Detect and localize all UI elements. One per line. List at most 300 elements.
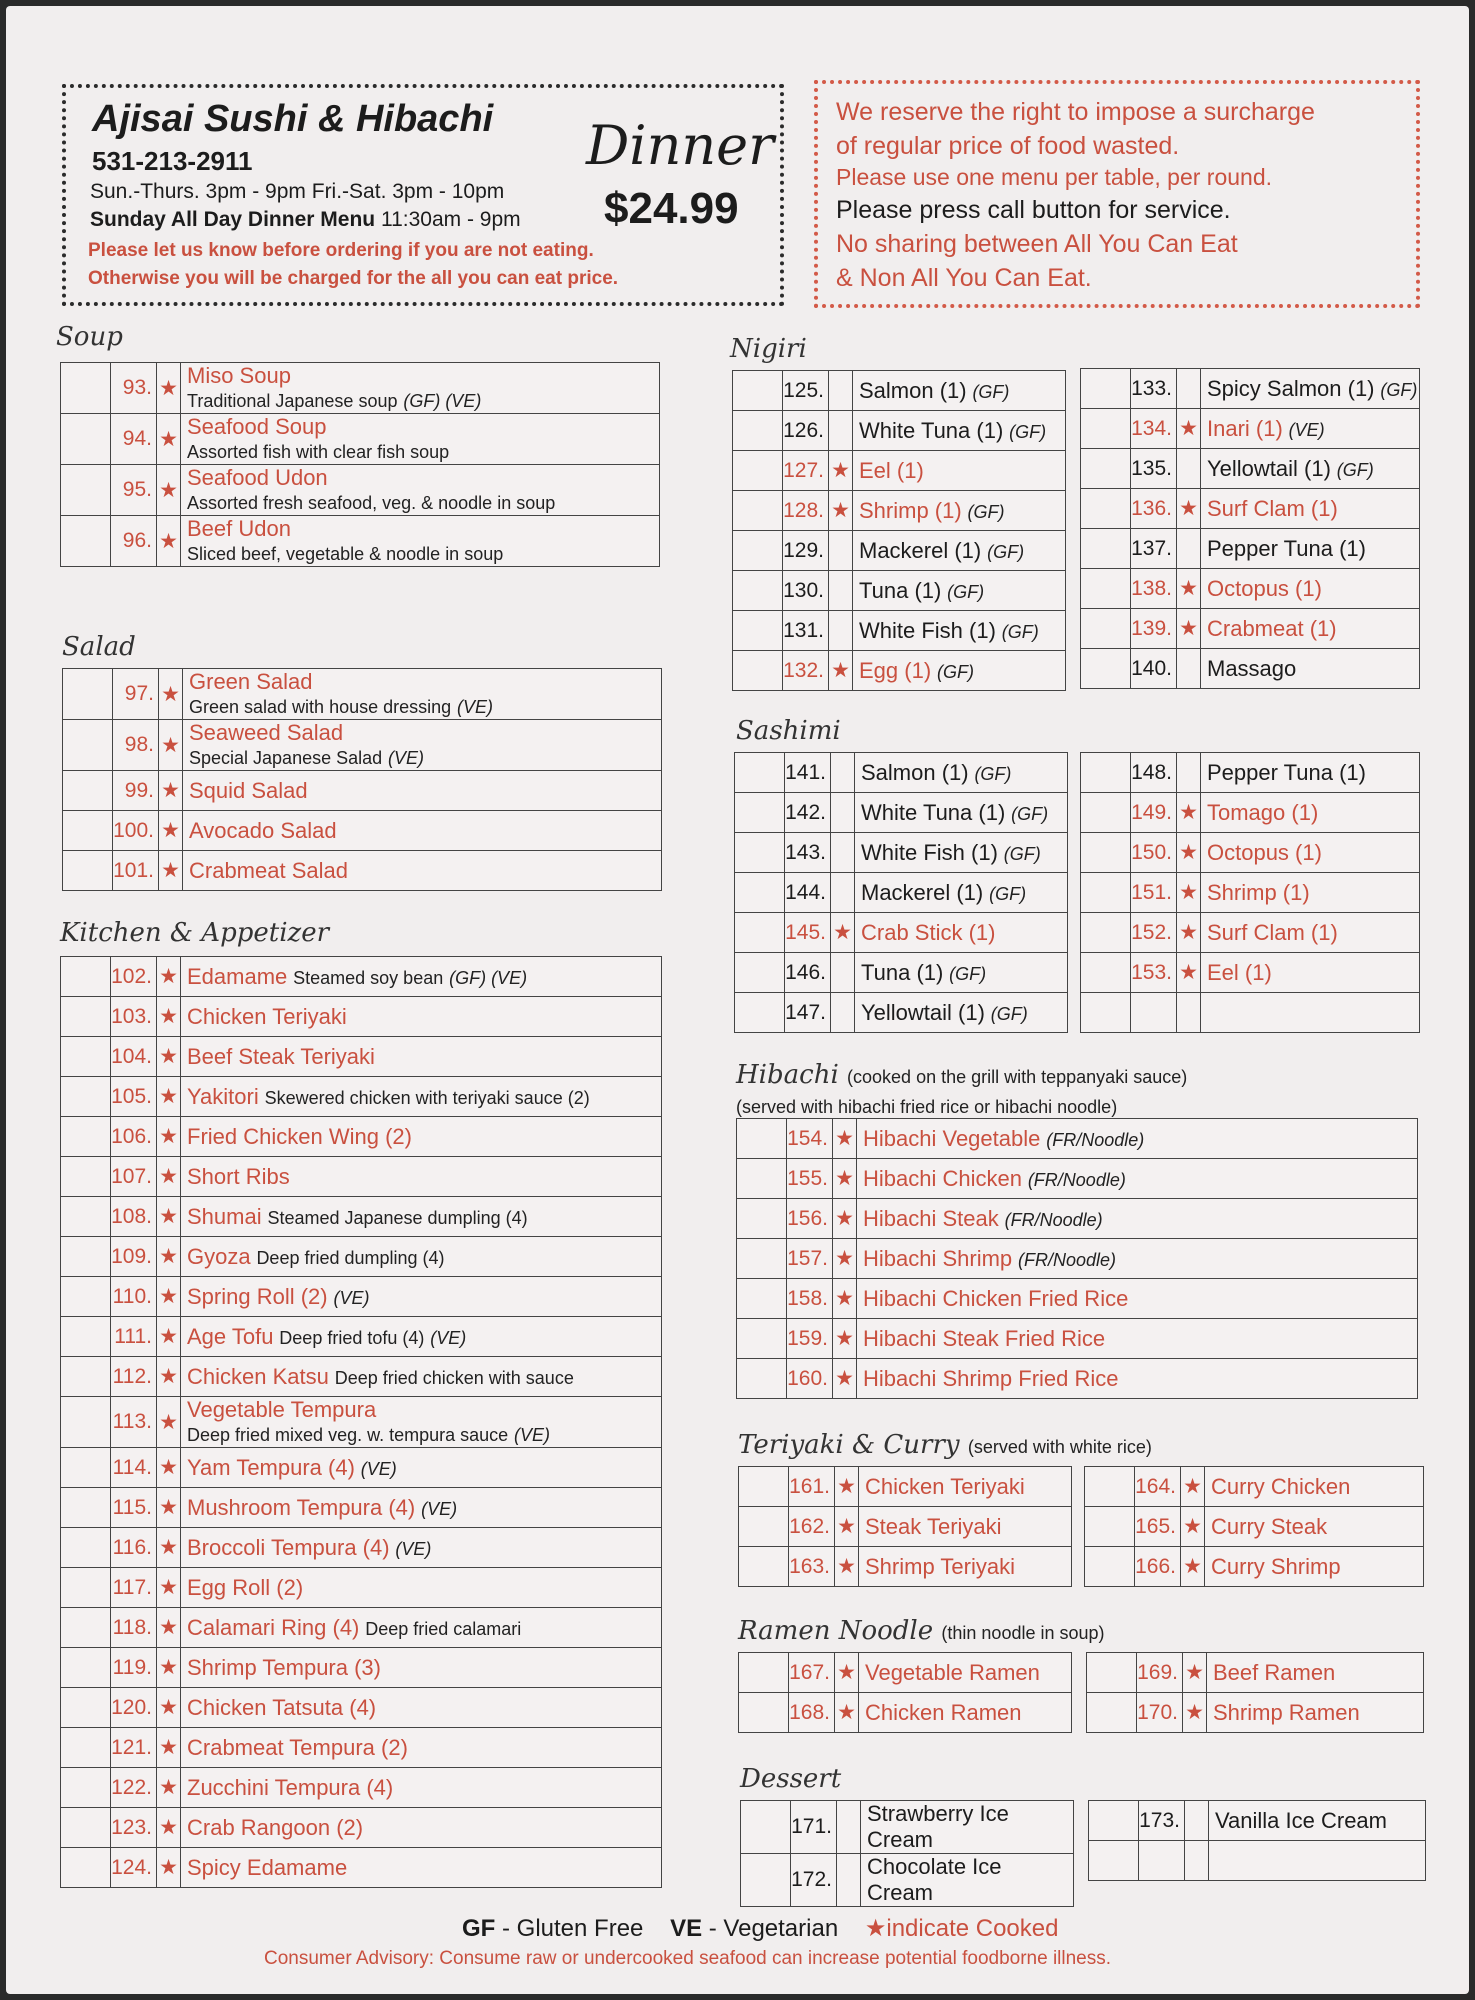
item-cell [181, 1157, 662, 1197]
item-description: Deep fried chicken with sauce [334, 1367, 574, 1388]
table-row [61, 1357, 662, 1397]
eating-note-2: Otherwise you will be charged for the all you can eat price. [88, 268, 619, 289]
item-cell [1201, 489, 1420, 529]
teriyaki-table-right [1084, 1466, 1424, 1587]
legend [462, 1914, 1058, 1943]
soup-table [60, 362, 660, 567]
table-row [741, 1801, 1074, 1854]
cooked-star-icon: ★ [157, 1077, 181, 1117]
rules-box [814, 80, 1420, 308]
item-description: Deep fried mixed veg. w. tempura sauce [187, 1425, 509, 1445]
item-name: Mackerel (1) [859, 537, 982, 563]
table-row [1081, 793, 1420, 833]
table-row [737, 1279, 1418, 1319]
item-number: 130. [783, 571, 829, 611]
item-name: Shrimp (1) [1207, 879, 1310, 905]
cooked-star-icon [831, 873, 855, 913]
item-number: 131. [783, 611, 829, 651]
item-tag: (GF) [1003, 843, 1041, 864]
table-row [739, 1693, 1072, 1733]
item-cell [855, 913, 1068, 953]
checkbox-cell [61, 1488, 111, 1528]
section-title-teriyaki [738, 1430, 1152, 1460]
legend-gf-label: - Gluten Free [502, 1915, 644, 1942]
table-row [1081, 449, 1420, 489]
cooked-star-icon: ★ [159, 771, 183, 811]
item-cell [857, 1159, 1418, 1199]
table-row [63, 669, 662, 720]
item-number: 170. [1137, 1693, 1183, 1733]
hours-sunday-label: Sunday All Day Dinner Menu [90, 208, 376, 231]
table-row [61, 1157, 662, 1197]
table-row [1087, 1653, 1424, 1693]
item-tag: (VE) [360, 1458, 397, 1479]
table-row [61, 516, 660, 567]
item-cell [181, 1568, 662, 1608]
cooked-star-icon: ★ [1181, 1507, 1205, 1547]
item-name: Hibachi Chicken [863, 1165, 1022, 1191]
item-cell [1209, 1841, 1426, 1881]
table-row [733, 371, 1066, 411]
header-box [62, 84, 784, 306]
item-name: Surf Clam (1) [1207, 495, 1338, 521]
item-number: 100. [113, 811, 159, 851]
item-name: Tuna (1) [859, 577, 942, 603]
checkbox-cell [741, 1801, 791, 1854]
item-cell [1201, 793, 1420, 833]
item-tag: (GF) [1001, 621, 1039, 642]
item-cell [181, 1848, 662, 1888]
table-row [1081, 913, 1420, 953]
item-name: Vegetable Ramen [865, 1659, 1040, 1685]
item-number: 140. [1131, 649, 1177, 689]
table-row [63, 811, 662, 851]
item-cell [181, 957, 662, 997]
item-name: Chicken Ramen [865, 1699, 1022, 1725]
table-row [735, 993, 1068, 1033]
item-name: Beef Steak Teriyaki [187, 1043, 375, 1069]
item-number: 101. [113, 851, 159, 891]
item-cell [859, 1653, 1072, 1693]
table-row [737, 1359, 1418, 1399]
item-number: 125. [783, 371, 829, 411]
item-cell [1201, 913, 1420, 953]
item-tag: (VE) [514, 1425, 551, 1445]
item-description: Skewered chicken with teriyaki sauce (2) [264, 1087, 590, 1108]
item-number: 156. [787, 1199, 833, 1239]
item-name: Yam Tempura (4) [187, 1454, 355, 1480]
checkbox-cell [1087, 1693, 1137, 1733]
cooked-star-icon: ★ [1183, 1693, 1207, 1733]
checkbox-cell [735, 953, 785, 993]
table-row [1085, 1547, 1424, 1587]
item-number: 127. [783, 451, 829, 491]
item-name: Tomago (1) [1207, 799, 1319, 825]
cooked-star-icon: ★ [829, 451, 853, 491]
item-tag: (VE) [421, 1498, 458, 1519]
item-number [1139, 1841, 1185, 1881]
item-cell [1209, 1801, 1426, 1841]
item-number: 105. [111, 1077, 157, 1117]
item-number: 121. [111, 1728, 157, 1768]
item-cell [1201, 953, 1420, 993]
checkbox-cell [61, 1568, 111, 1608]
item-cell [183, 811, 662, 851]
item-name: Zucchini Tempura (4) [187, 1774, 394, 1800]
table-row [735, 913, 1068, 953]
item-cell [181, 516, 660, 567]
salad-table [62, 668, 662, 891]
item-number: 169. [1137, 1653, 1183, 1693]
cooked-star-icon: ★ [833, 1359, 857, 1399]
item-number: 173. [1139, 1801, 1185, 1841]
item-tag: (FR/Noodle) [1027, 1169, 1126, 1190]
item-cell [1201, 409, 1420, 449]
table-row [61, 997, 662, 1037]
item-tag: (GF) [937, 661, 974, 682]
section-title-dessert: Dessert [740, 1764, 842, 1794]
table-row [61, 1808, 662, 1848]
item-number: 158. [787, 1279, 833, 1319]
cooked-star-icon: ★ [157, 1688, 181, 1728]
item-cell [855, 793, 1068, 833]
item-tag: (GF) [972, 381, 1010, 402]
item-tag: (GF) [990, 1003, 1028, 1024]
checkbox-cell [1081, 993, 1131, 1033]
cooked-star-icon: ★ [157, 1237, 181, 1277]
cooked-star-icon: ★ [157, 1397, 181, 1448]
checkbox-cell [61, 465, 111, 516]
item-name: Salmon (1) [861, 759, 969, 785]
checkbox-cell [61, 1848, 111, 1888]
cooked-star-icon [1177, 529, 1201, 569]
item-name: Hibachi Steak [863, 1205, 999, 1231]
cooked-star-icon: ★ [157, 1317, 181, 1357]
item-cell [855, 993, 1068, 1033]
item-number: 114. [111, 1448, 157, 1488]
hibachi-subtitle-2: (served with hibachi fried rice or hibachi noodle) [736, 1097, 1118, 1117]
item-number: 123. [111, 1808, 157, 1848]
cooked-star-icon: ★ [835, 1507, 859, 1547]
item-number: 167. [789, 1653, 835, 1693]
item-cell [181, 1397, 662, 1448]
item-cell [183, 851, 662, 891]
section-title-sashimi: Sashimi [736, 716, 841, 746]
menu-sheet [6, 6, 1469, 1994]
table-row [61, 1117, 662, 1157]
checkbox-cell [63, 771, 113, 811]
item-number: 129. [783, 531, 829, 571]
checkbox-cell [733, 371, 783, 411]
item-number: 159. [787, 1319, 833, 1359]
table-row [1089, 1801, 1426, 1841]
item-cell [181, 1357, 662, 1397]
item-name: Shumai [187, 1203, 262, 1229]
section-title-ramen [738, 1616, 1105, 1646]
item-cell [859, 1507, 1072, 1547]
cooked-star-icon [1177, 753, 1201, 793]
checkbox-cell [1085, 1547, 1135, 1587]
item-number: 93. [111, 363, 157, 414]
checkbox-cell [735, 993, 785, 1033]
item-tag: (FR/Noodle) [1004, 1209, 1103, 1230]
cooked-star-icon: ★ [1181, 1547, 1205, 1587]
cooked-star-icon: ★ [157, 1568, 181, 1608]
item-number: 164. [1135, 1467, 1181, 1507]
checkbox-cell [1081, 609, 1131, 649]
item-name: Pepper Tuna (1) [1207, 535, 1366, 561]
item-cell [1201, 569, 1420, 609]
item-cell [861, 1854, 1074, 1907]
item-cell [181, 1808, 662, 1848]
rule-line-5: No sharing between All You Can Eat [836, 230, 1238, 258]
item-name: Hibachi Vegetable [863, 1125, 1041, 1151]
checkbox-cell [737, 1159, 787, 1199]
consumer-advisory: Consumer Advisory: Consume raw or undercooked seafood can increase potential foodborne illness. [264, 1948, 1112, 1969]
item-number [1131, 993, 1177, 1033]
checkbox-cell [1085, 1467, 1135, 1507]
legend-star-label: indicate Cooked [886, 1915, 1059, 1942]
cooked-star-icon [1185, 1801, 1209, 1841]
checkbox-cell [1081, 953, 1131, 993]
item-description: Special Japanese Salad [189, 748, 383, 768]
item-cell [181, 1728, 662, 1768]
cooked-star-icon [829, 411, 853, 451]
checkbox-cell [61, 1117, 111, 1157]
item-cell [857, 1119, 1418, 1159]
item-number: 133. [1131, 369, 1177, 409]
item-description: Steamed Japanese dumpling (4) [267, 1207, 528, 1228]
legend-gf-code: GF [462, 1915, 496, 1942]
item-number: 102. [111, 957, 157, 997]
cooked-star-icon: ★ [157, 1768, 181, 1808]
item-number: 136. [1131, 489, 1177, 529]
cooked-star-icon: ★ [1177, 793, 1201, 833]
cooked-star-icon: ★ [833, 1279, 857, 1319]
item-name: White Tuna (1) [861, 799, 1006, 825]
checkbox-cell [63, 811, 113, 851]
teriyaki-table-left [738, 1466, 1072, 1587]
table-row [1081, 993, 1420, 1033]
checkbox-cell [61, 1808, 111, 1848]
item-description: Sliced beef, vegetable & noodle in soup [187, 544, 504, 564]
item-number: 155. [787, 1159, 833, 1199]
item-cell [181, 363, 660, 414]
cooked-star-icon: ★ [157, 363, 181, 414]
cooked-star-icon [829, 531, 853, 571]
checkbox-cell [1081, 569, 1131, 609]
item-cell [1205, 1507, 1424, 1547]
hours-sunday [90, 208, 521, 232]
table-row [739, 1467, 1072, 1507]
item-number: 119. [111, 1648, 157, 1688]
checkbox-cell [1081, 753, 1131, 793]
item-cell [855, 833, 1068, 873]
item-name: Shrimp Ramen [1213, 1699, 1360, 1725]
cooked-star-icon: ★ [833, 1199, 857, 1239]
checkbox-cell [1081, 649, 1131, 689]
item-number: 139. [1131, 609, 1177, 649]
ramen-subtitle: (thin noodle in soup) [941, 1623, 1105, 1643]
item-name: Eel (1) [859, 457, 924, 483]
table-row [61, 957, 662, 997]
checkbox-cell [61, 1077, 111, 1117]
item-number: 161. [789, 1467, 835, 1507]
checkbox-cell [61, 1688, 111, 1728]
item-number: 115. [111, 1488, 157, 1528]
cooked-star-icon: ★ [833, 1159, 857, 1199]
checkbox-cell [61, 1528, 111, 1568]
item-cell [853, 571, 1066, 611]
item-number: 109. [111, 1237, 157, 1277]
table-row [61, 1197, 662, 1237]
item-number: 103. [111, 997, 157, 1037]
table-row [1081, 369, 1420, 409]
cooked-star-icon: ★ [157, 1648, 181, 1688]
hours-sunday-time: 11:30am - 9pm [380, 208, 521, 231]
item-number: 97. [113, 669, 159, 720]
item-number: 142. [785, 793, 831, 833]
cooked-star-icon: ★ [835, 1467, 859, 1507]
item-cell [181, 1528, 662, 1568]
sashimi-table-left [734, 752, 1068, 1033]
item-cell [183, 669, 662, 720]
table-row [61, 1728, 662, 1768]
checkbox-cell [1081, 833, 1131, 873]
item-tag: (GF) [967, 501, 1005, 522]
checkbox-cell [737, 1119, 787, 1159]
item-cell [181, 1768, 662, 1808]
item-tag: (GF) [974, 763, 1012, 784]
item-number: 163. [789, 1547, 835, 1587]
item-number: 113. [111, 1397, 157, 1448]
item-number: 146. [785, 953, 831, 993]
item-number: 134. [1131, 409, 1177, 449]
ramen-table-right [1086, 1652, 1424, 1733]
item-cell [181, 1197, 662, 1237]
item-number: 162. [789, 1507, 835, 1547]
cooked-star-icon [1177, 449, 1201, 489]
table-row [735, 953, 1068, 993]
table-row [733, 491, 1066, 531]
cooked-star-icon: ★ [157, 1197, 181, 1237]
table-row [61, 1277, 662, 1317]
checkbox-cell [61, 1197, 111, 1237]
nigiri-table-left [732, 370, 1066, 691]
item-name: Crab Stick (1) [861, 919, 996, 945]
item-name: Short Ribs [187, 1163, 290, 1189]
cooked-star-icon: ★ [157, 997, 181, 1037]
item-name: Spicy Salmon (1) [1207, 375, 1375, 401]
table-row [61, 414, 660, 465]
table-row [739, 1653, 1072, 1693]
item-tag: (VE) [430, 1327, 467, 1348]
table-row [1081, 569, 1420, 609]
item-cell [857, 1239, 1418, 1279]
checkbox-cell [733, 611, 783, 651]
item-tag: (FR/Noodle) [1018, 1249, 1117, 1270]
table-row [737, 1199, 1418, 1239]
table-row [735, 833, 1068, 873]
item-cell [181, 1277, 662, 1317]
item-number: 148. [1131, 753, 1177, 793]
item-name: Mackerel (1) [861, 879, 984, 905]
table-row [61, 1528, 662, 1568]
item-number: 118. [111, 1608, 157, 1648]
checkbox-cell [61, 997, 111, 1037]
table-row [63, 720, 662, 771]
cooked-star-icon: ★ [159, 811, 183, 851]
cooked-star-icon: ★ [829, 491, 853, 531]
item-name: Hibachi Chicken Fried Rice [863, 1285, 1129, 1311]
item-cell [859, 1547, 1072, 1587]
nigiri-table-right [1080, 368, 1420, 689]
item-tag: (GF) [989, 883, 1027, 904]
item-tag: (VE) [333, 1287, 370, 1308]
cooked-star-icon: ★ [1177, 569, 1201, 609]
cooked-star-icon [831, 993, 855, 1033]
cooked-star-icon: ★ [833, 1239, 857, 1279]
item-cell [855, 953, 1068, 993]
cooked-star-icon: ★ [157, 1037, 181, 1077]
checkbox-cell [739, 1693, 789, 1733]
item-cell [857, 1279, 1418, 1319]
item-cell [855, 873, 1068, 913]
table-row [1085, 1507, 1424, 1547]
table-row [735, 793, 1068, 833]
section-title-kitchen: Kitchen & Appetizer [60, 918, 330, 948]
item-number: 98. [113, 720, 159, 771]
item-number: 168. [789, 1693, 835, 1733]
checkbox-cell [735, 913, 785, 953]
item-cell [181, 1037, 662, 1077]
table-row [737, 1239, 1418, 1279]
checkbox-cell [735, 753, 785, 793]
item-cell [1201, 753, 1420, 793]
checkbox-cell [1085, 1507, 1135, 1547]
restaurant-name: Ajisai Sushi & Hibachi [92, 98, 494, 140]
item-number: 141. [785, 753, 831, 793]
checkbox-cell [735, 833, 785, 873]
item-number: 165. [1135, 1507, 1181, 1547]
item-name: Crab Rangoon (2) [187, 1814, 364, 1840]
cooked-star-icon [829, 611, 853, 651]
item-tag: (GF) [947, 581, 985, 602]
item-description: Assorted fish with clear fish soup [187, 442, 450, 462]
item-name: Massago [1207, 655, 1297, 681]
cooked-star-icon: ★ [157, 1157, 181, 1197]
checkbox-cell [61, 516, 111, 567]
item-name: Avocado Salad [189, 817, 337, 843]
cooked-star-icon: ★ [157, 1277, 181, 1317]
checkbox-cell [737, 1239, 787, 1279]
item-number: 151. [1131, 873, 1177, 913]
star-icon: ★ [864, 1915, 887, 1942]
table-row [1081, 873, 1420, 913]
item-name: Miso Soup [187, 363, 291, 388]
item-name: Chicken Teriyaki [187, 1003, 347, 1029]
item-number: 116. [111, 1528, 157, 1568]
section-title-salad: Salad [62, 632, 136, 662]
item-cell [1205, 1547, 1424, 1587]
item-name: Salmon (1) [859, 377, 967, 403]
cooked-star-icon: ★ [1181, 1467, 1205, 1507]
cooked-star-icon: ★ [157, 1117, 181, 1157]
item-tag: (GF) [987, 541, 1025, 562]
item-tag: (GF) (VE) [403, 391, 482, 411]
checkbox-cell [63, 851, 113, 891]
cooked-star-icon [1177, 993, 1201, 1033]
